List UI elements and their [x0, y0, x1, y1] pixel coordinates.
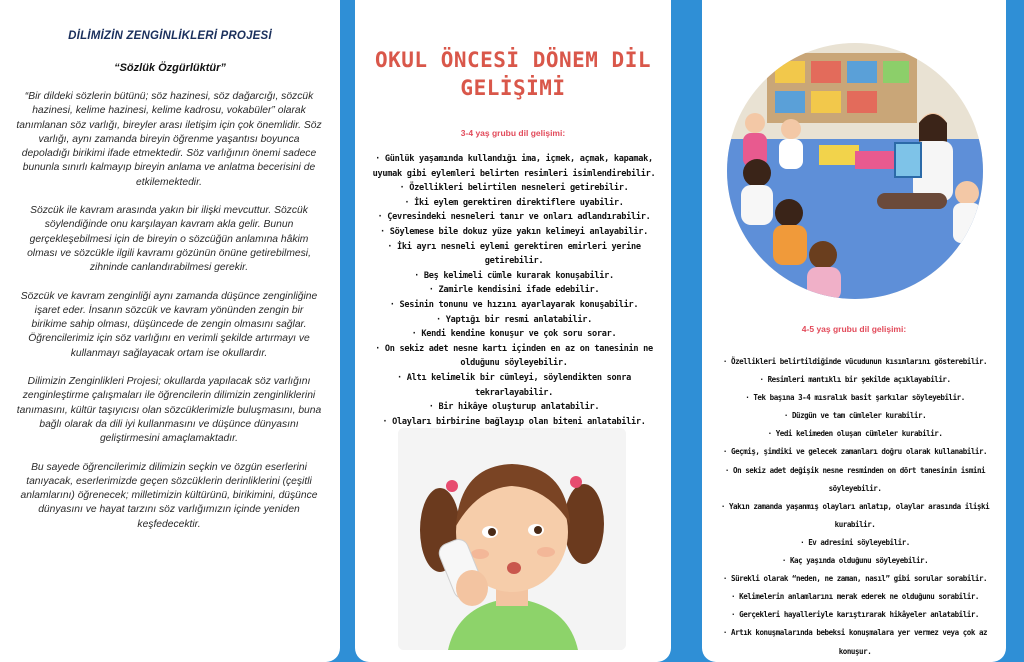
classroom-photo: [727, 43, 983, 299]
list-item: · Kaç yaşında olduğunu söyleyebilir.: [781, 556, 929, 566]
list-item: · Tek başına 3-4 mısralık basit şarkılar söyleyebilir.: [745, 393, 965, 403]
list-item: · İki eylem gerektiren direktiflere uyabilir.: [404, 197, 624, 208]
paragraph: Sözcük ve kavram zenginliği aynı zamanda düşünce zenginliğine işaret eder. İnsanın sözcük ve kavram yönünden zengin bir birikime sahip olması, düşüncede de zengin olmasını sağlar. Öğrencilerimiz için söz varlığını en verimli şekilde artırmayı ve kullanmayı sağlayacak ortam ise okullardır.: [20, 290, 318, 359]
paragraph: “Bir dildeki sözlerin bütünü; söz hazinesi, söz dağarcığı, sözcük hazinesi, kelime hazinesi, kelime kadrosu, vokabüler” olarak tanımlanan söz varlığı, bireyler arası iletişim için çok önemlidir. Söz varlığı, aynı zamanda bireyin öğrenme yaşantısı boyunca depoladığı birikimi ifade etmektedir. Söz varlığının önemi sadece bununla sınırlı kalmayıp bireyin anlama ve anlatma becerisini de etkilemektedir.: [16, 91, 322, 188]
list-item: · Kelimelerin anlamlarını merak ederek ne olduğunu sorabilir.: [731, 592, 979, 602]
list-item: · Ev adresini söyleyebilir.: [800, 537, 910, 547]
list-item: · Özellikleri belirtildiğinde vücudunun kısımlarını gösterebilir.: [722, 357, 988, 366]
list-item: · Özellikleri belirtilen nesneleri getirebilir.: [399, 183, 629, 194]
child-photo-illustration: [398, 428, 626, 650]
paragraph: Dilimizin Zenginlikleri Projesi; okullarda yapılacak söz varlığını zenginleştirme çalışmaları ile öğrencilerin dilimizin zenginliklerini tanımasını, kültür taşıyıcısı olan sözcüklerimizle buluşmasını, buna bağlı olarak da dili iyi kullanmasını ve düşünce dünyasını geliştirmesini amaçlamaktadır.: [16, 376, 322, 445]
list-item: · Resimleri mantıklı bir şekilde açıklayabilir.: [759, 375, 951, 385]
list-item: · Kendi kendine konuşur ve çok soru sorar.: [411, 329, 617, 340]
list-item: · Düzgün ve tam cümleler kurabilir.: [783, 411, 927, 421]
classroom-illustration: [727, 43, 983, 299]
development-list-3-4: [366, 152, 662, 429]
list-item: · Yakın zamanda yaşanmış olayları anlatıp, olaylar arasında ilişki kurabilir.: [720, 501, 990, 529]
page-title: OKUL ÖNCESİ DÖNEM DİL GELİŞİMİ: [374, 48, 651, 100]
project-title: DİLİMİZİN ZENGİNLİKLERİ PROJESİ: [68, 30, 272, 42]
paragraph: Bu sayede öğrencilerimiz dilimizin seçkin ve özgün eserlerini tanıyacak, eserlerimizde geçen sözcüklerin derinliklerini (çeşitli anlamlarını) öğrenecek; milletimizin kültürünü, birikimini, düşünce dünyasını ve hayat tarzını söz varlığımızın içinde yeniden keşfedecektir.: [20, 461, 318, 530]
list-item: · Sesinin tonunu ve hızını ayarlayarak konuşabilir.: [389, 299, 639, 310]
list-item: · Yedi kelimeden oluşan cümleler kurabilir.: [767, 429, 943, 439]
age-group-heading-4-5: 4-5 yaş grubu dil gelişimi:: [801, 324, 907, 334]
list-item: · On sekiz adet nesne kartı içinden en az on tanesinin ne olduğunu söyleyebilir.: [375, 343, 653, 369]
child-on-phone-photo: [398, 428, 626, 650]
project-description: [16, 90, 322, 546]
list-item: · Yaptığı bir resmi anlatabilir.: [436, 314, 592, 325]
development-list-4-5: [707, 353, 1003, 661]
project-subtitle: “Sözlük Özgürlüktür”: [114, 62, 226, 74]
list-item: · Geçmiş, şimdiki ve gelecek zamanları doğru olarak kullanabilir.: [722, 447, 988, 457]
list-item: · Altı kelimelik bir cümleyi, söylendikten sonra tekrarlayabilir.: [397, 372, 631, 398]
list-item: · Gerçekleri hayalleriyle karıştırarak hikâyeler anlatabilir.: [731, 610, 979, 620]
list-item: · Çevresindeki nesneleri tanır ve onları adlandırabilir.: [377, 212, 651, 223]
list-item: · Olayları birbirine bağlayıp olan biteni anlatabilir.: [382, 416, 646, 427]
list-item: · On sekiz adet değişik nesne resminden on dört tanesinin ismini söyleyebilir.: [724, 465, 986, 493]
list-item: · Beş kelimeli cümle kurarak konuşabilir.: [414, 270, 614, 281]
list-item: · Artık konuşmalarında bebeksi konuşmalara yer vermez veya çok az konuşur.: [722, 628, 988, 656]
paragraph: Sözcük ile kavram arasında yakın bir ilişki mevcuttur. Sözcük söylendiğinde onu karşılayan kavram akla gelir. Bunun gerçekleşebilmesi için de bireyin o sözcüğün anlamına hâkim olması ve sözcükle ilgili kavramı gözünün önüne getirebilmesi, zihninde canlandırabilmesi gerekir.: [27, 205, 311, 274]
list-item: · Bir hikâye oluşturup anlatabilir.: [428, 402, 600, 413]
list-item: · Zamirle kendisini ifade edebilir.: [428, 285, 600, 296]
age-group-heading-3-4: 3-4 yaş grubu dil gelişimi:: [460, 128, 566, 138]
list-item: · İki ayrı nesneli eylemi gerektiren emirleri yerine getirebilir.: [387, 241, 641, 267]
list-item: · Sürekli olarak “neden, ne zaman, nasıl” gibi sorular sorabilir.: [722, 574, 988, 584]
list-item: · Günlük yaşamında kullandığı ima, içmek, açmak, kapamak, uyumak gibi eylemleri belirten resimleri isimlendirebilir.: [372, 154, 656, 179]
list-item: · Söylemese bile dokuz yüze yakın kelimeyi anlayabilir.: [379, 226, 649, 237]
